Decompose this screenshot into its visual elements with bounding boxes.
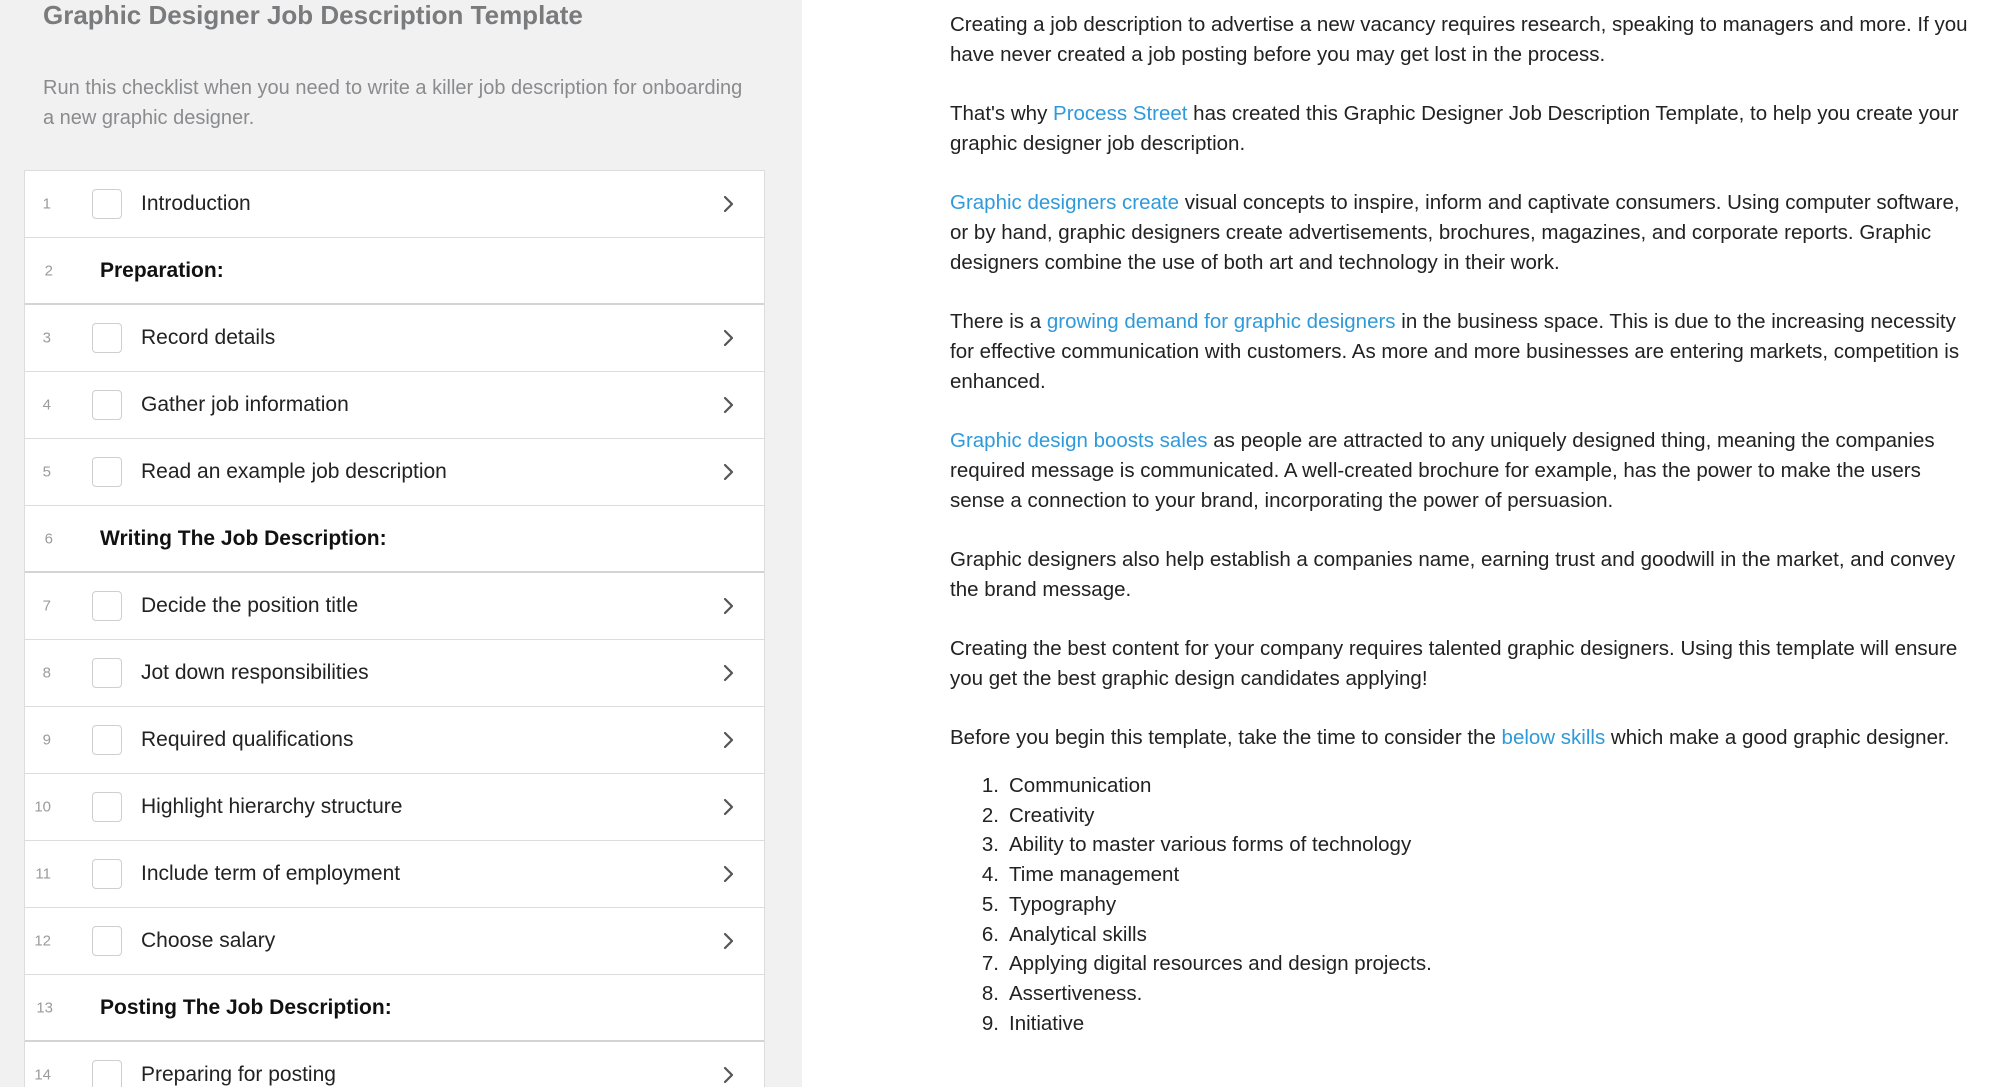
list-text: Analytical skills (1009, 922, 1147, 946)
process-street-link[interactable]: Process Street (1053, 102, 1188, 125)
section-heading-label: Posting The Job Description: (100, 995, 392, 1019)
list-item (980, 920, 1970, 950)
list-number: 1. (981, 774, 999, 797)
list-text: Assertiveness. (1009, 981, 1143, 1005)
brand-paragraph: Graphic designers also help establish a companies name, earning trust and goodwill in the market, and convey the brand message. (950, 548, 1956, 601)
process-street-paragraph (950, 99, 1970, 159)
task-list (24, 170, 765, 1087)
paragraph-text: as people are attracted to any uniquely designed thing, meaning the companies required message is communicated. A well-created brochure for example, has the power to make the users sense a connection to your brand, incorporating the power of persuasion. (950, 429, 1935, 512)
list-text: Communication (1009, 774, 1152, 797)
task-checkbox[interactable] (92, 926, 122, 956)
task-number: 6 (44, 530, 53, 547)
chevron-right-icon[interactable] (720, 463, 738, 481)
task-checkbox[interactable] (92, 1060, 122, 1087)
designers-create-paragraph (950, 188, 1970, 278)
task-row-hierarchy[interactable] (25, 774, 764, 841)
task-checkbox[interactable] (92, 457, 122, 487)
list-number: 8. (981, 981, 999, 1005)
task-number: 3 (42, 329, 51, 347)
chevron-right-icon[interactable] (720, 664, 738, 682)
list-text: Applying digital resources and design projects. (1009, 952, 1432, 976)
skills-list (980, 771, 1970, 1038)
best-content-paragraph: Creating the best content for your company requires talented graphic designers. Using this template will ensure you get the best graphic design candidates applying! (950, 637, 1958, 690)
task-row-read-example[interactable] (25, 439, 764, 506)
task-number: 1 (42, 195, 51, 213)
task-label: Introduction (141, 192, 251, 215)
task-row-position-title[interactable] (25, 573, 764, 640)
list-item (980, 801, 1970, 831)
section-heading-label: Preparation: (100, 258, 224, 282)
task-label: Gather job information (141, 393, 349, 416)
task-number: 11 (35, 865, 51, 883)
task-label: Read an example job description (141, 460, 447, 483)
chevron-right-icon[interactable] (720, 1066, 738, 1084)
template-description: Run this checklist when you need to write a killer job description for onboarding a new graphic designer. (43, 77, 743, 129)
list-text: Creativity (1009, 803, 1095, 827)
task-content (950, 0, 1970, 1087)
list-item (980, 771, 1970, 801)
task-number: 12 (34, 932, 51, 950)
task-checkbox[interactable] (92, 189, 122, 219)
task-label: Required qualifications (141, 728, 354, 751)
task-number: 8 (42, 664, 51, 682)
task-label: Record details (141, 326, 276, 349)
task-row-gather-job-information[interactable] (25, 372, 764, 439)
list-number: 9. (981, 1011, 999, 1035)
task-row-qualifications[interactable] (25, 707, 764, 774)
task-row-introduction[interactable] (25, 171, 764, 238)
list-number: 7. (981, 952, 999, 976)
task-label: Highlight hierarchy structure (141, 795, 403, 818)
below-skills-link[interactable]: below skills (1501, 726, 1606, 749)
task-checkbox[interactable] (92, 323, 122, 353)
task-label: Preparing for posting (141, 1063, 336, 1086)
skills-intro-paragraph (950, 723, 1970, 753)
task-label: Jot down responsibilities (141, 661, 369, 684)
task-label: Include term of employment (141, 862, 401, 885)
template-title: Graphic Designer Job Description Template (43, 0, 583, 30)
list-text: Typography (1009, 892, 1117, 916)
list-item (980, 949, 1970, 979)
graphic-designers-create-link[interactable]: Graphic designers create (950, 191, 1180, 214)
section-heading-label: Writing The Job Description: (100, 526, 387, 550)
list-item (980, 979, 1970, 1009)
chevron-right-icon[interactable] (720, 597, 738, 615)
checklist-sidebar (0, 0, 802, 1087)
chevron-right-icon[interactable] (720, 932, 738, 950)
task-number: 7 (42, 597, 51, 615)
task-number: 13 (36, 999, 53, 1016)
paragraph-text: in the business space. This is due to the increasing necessity for effective communication with customers. As more and more businesses are entering markets, competition is enhanced. (950, 310, 1960, 393)
paragraph-text: which make a good graphic designer. (1605, 726, 1950, 749)
task-row-responsibilities[interactable] (25, 640, 764, 707)
design-boosts-sales-link[interactable]: Graphic design boosts sales (950, 429, 1208, 452)
section-heading-writing[interactable] (25, 506, 764, 573)
list-number: 5. (981, 892, 999, 916)
chevron-right-icon[interactable] (720, 396, 738, 414)
section-heading-posting[interactable] (25, 975, 764, 1042)
list-item (980, 860, 1970, 890)
section-heading-preparation[interactable] (25, 238, 764, 305)
list-item (980, 1009, 1970, 1039)
list-item (980, 890, 1970, 920)
intro-paragraph: Creating a job description to advertise a new vacancy requires research, speaking to managers and more. If you have never created a job posting before you may get lost in the process. (950, 13, 1968, 66)
paragraph-text: There is a (950, 310, 1047, 333)
list-text: Ability to master various forms of technology (1009, 833, 1412, 857)
task-checkbox[interactable] (92, 658, 122, 688)
task-checkbox[interactable] (92, 591, 122, 621)
task-checkbox[interactable] (92, 859, 122, 889)
task-checkbox[interactable] (92, 725, 122, 755)
task-checkbox[interactable] (92, 390, 122, 420)
task-row-preparing-for-posting[interactable] (25, 1042, 764, 1087)
growing-demand-paragraph (950, 307, 1970, 397)
list-item (980, 830, 1970, 860)
task-row-record-details[interactable] (25, 305, 764, 372)
paragraph-text: That's why (950, 102, 1054, 125)
boosts-sales-paragraph (950, 426, 1970, 516)
chevron-right-icon[interactable] (720, 329, 738, 347)
task-number: 14 (34, 1066, 51, 1084)
chevron-right-icon[interactable] (720, 865, 738, 883)
list-number: 6. (981, 922, 999, 946)
growing-demand-link[interactable]: growing demand for graphic designers (1046, 310, 1396, 333)
task-label: Choose salary (141, 929, 276, 952)
task-number: 5 (42, 463, 51, 481)
paragraph-text: Before you begin this template, take the time to consider the (950, 726, 1502, 749)
chevron-right-icon[interactable] (720, 798, 738, 816)
list-text: Initiative (1009, 1011, 1085, 1035)
task-checkbox[interactable] (92, 792, 122, 822)
task-number: 2 (44, 262, 53, 279)
paragraph-text: has created this Graphic Designer Job Description Template, to help you create your graphic designer job description. (950, 102, 1959, 155)
list-text: Time management (1009, 863, 1180, 887)
paragraph-text: visual concepts to inspire, inform and captivate consumers. Using computer software, or by hand, graphic designers create advertisements, brochures, magazines, and corporate reports. Graphic designers combine the use of both art and technology in their work. (950, 191, 1960, 274)
list-number: 3. (981, 833, 999, 857)
list-number: 4. (981, 863, 999, 887)
chevron-right-icon[interactable] (720, 731, 738, 749)
task-row-term-of-employment[interactable] (25, 841, 764, 908)
task-number: 4 (42, 396, 51, 414)
list-number: 2. (981, 803, 999, 827)
chevron-right-icon[interactable] (720, 195, 738, 213)
task-label: Decide the position title (141, 594, 359, 617)
task-row-salary[interactable] (25, 908, 764, 975)
task-number: 9 (42, 731, 51, 749)
task-number: 10 (34, 798, 51, 816)
